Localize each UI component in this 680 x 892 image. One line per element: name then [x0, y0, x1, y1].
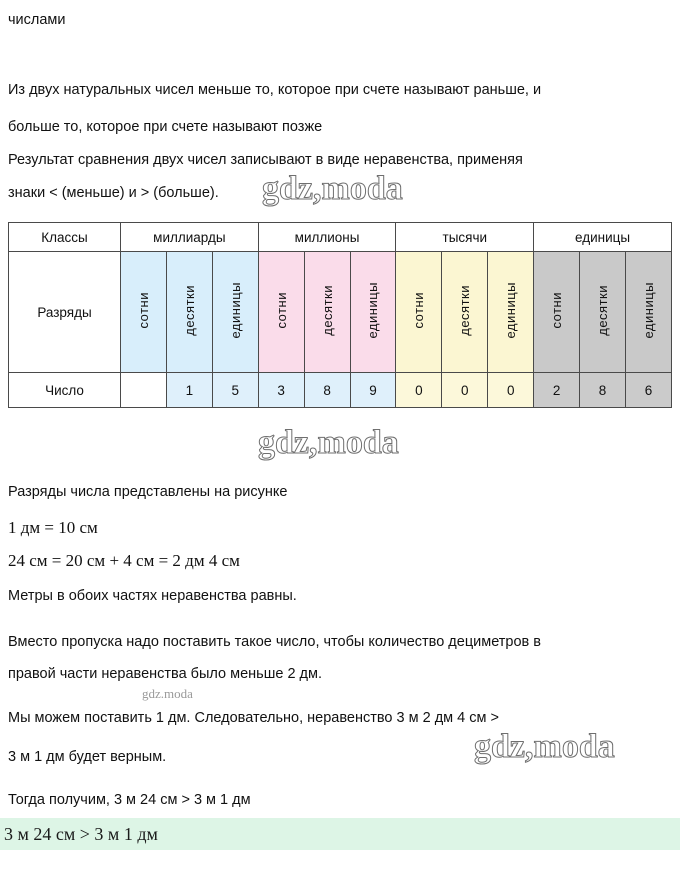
rank-cell-11	[625, 252, 671, 373]
rank-cell-2	[212, 252, 258, 373]
rank-cell-10	[580, 252, 626, 373]
after-table-line-9	[0, 790, 680, 811]
answer-highlight-text: 3 м 24 см > 3 м 1 дм	[4, 823, 158, 844]
table-row-number	[9, 373, 672, 408]
class-header-millions: миллионы	[258, 223, 396, 252]
class-header-thousands: тысячи	[396, 223, 534, 252]
paragraph-3-text: Результат сравнения двух чисел записывают в виде неравенства, применяя	[8, 152, 523, 168]
after-table-line-3	[0, 549, 680, 574]
class-header-units: единицы	[534, 223, 672, 252]
digit-cell-2: 5	[212, 373, 258, 408]
digit-cell-6: 0	[396, 373, 442, 408]
paragraph-4	[0, 183, 680, 204]
after-table-line-6	[0, 664, 680, 685]
paragraph-1-text: Из двух натуральных чисел меньше то, которое при счете называют раньше, и	[8, 82, 542, 98]
rank-cell-7	[442, 252, 488, 373]
answer-highlight	[0, 818, 680, 850]
place-value-table-wrapper	[8, 222, 672, 408]
watermark-large-3: gdz,moda	[474, 728, 615, 765]
after-table-line-6-text: правой части неравенства было меньше 2 дм.	[8, 666, 323, 682]
after-table-line-3-text: 24 см = 20 см + 4 см = 2 дм 4 см	[8, 551, 240, 570]
digit-cell-11: 6	[625, 373, 671, 408]
after-table-line-7	[0, 708, 680, 729]
rank-cell-0	[121, 252, 167, 373]
rank-label-1: десятки	[181, 285, 197, 336]
rank-label-8: единицы	[503, 282, 519, 339]
row-label-number: Число	[9, 373, 121, 408]
rank-cell-5	[350, 252, 396, 373]
digit-cell-1: 1	[166, 373, 212, 408]
row-label-ranks: Разряды	[9, 252, 121, 373]
table-row-ranks	[9, 252, 672, 373]
table-row-classes	[9, 223, 672, 252]
after-table-line-7-text: Мы можем поставить 1 дм. Следовательно, неравенство 3 м 2 дм 4 см >	[8, 710, 499, 726]
rank-cell-8	[488, 252, 534, 373]
digit-cell-0	[121, 373, 167, 408]
after-table-line-5	[0, 632, 680, 653]
rank-cell-4	[304, 252, 350, 373]
after-table-line-8	[0, 747, 680, 768]
after-table-line-1-text: Разряды числа представлены на рисунке	[8, 484, 288, 500]
rank-label-3: сотни	[273, 292, 289, 329]
rank-label-6: сотни	[411, 292, 427, 329]
place-value-table	[8, 222, 672, 408]
rank-label-7: десятки	[457, 285, 473, 336]
watermark-large-1: gdz,moda	[262, 170, 403, 207]
after-table-line-9-text: Тогда получим, 3 м 24 см > 3 м 1 дм	[8, 792, 251, 808]
watermark-large-2: gdz,moda	[258, 424, 399, 461]
after-table-line-1	[0, 482, 680, 503]
digit-cell-8: 0	[488, 373, 534, 408]
digit-cell-7: 0	[442, 373, 488, 408]
rank-label-0: сотни	[135, 292, 151, 329]
rank-cell-9	[534, 252, 580, 373]
rank-cell-1	[166, 252, 212, 373]
digit-cell-4: 8	[304, 373, 350, 408]
paragraph-3	[0, 150, 680, 171]
paragraph-2	[0, 117, 680, 138]
after-table-line-8-text: 3 м 1 дм будет верным.	[8, 749, 167, 765]
digit-cell-9: 2	[534, 373, 580, 408]
after-table-line-2-text: 1 дм = 10 см	[8, 518, 98, 537]
after-table-line-4-text: Метры в обоих частях неравенства равны.	[8, 588, 297, 604]
rank-cell-3	[258, 252, 304, 373]
digit-cell-10: 8	[580, 373, 626, 408]
rank-label-5: единицы	[365, 282, 381, 339]
rank-label-4: десятки	[319, 285, 335, 336]
row-label-classes: Классы	[9, 223, 121, 252]
after-table-line-5-text: Вместо пропуска надо поставить такое число, чтобы количество дециметров в	[8, 634, 541, 650]
rank-cell-6	[396, 252, 442, 373]
top-text-fragment: числами	[8, 12, 66, 28]
paragraph-4-text: знаки < (меньше) и > (больше).	[8, 185, 219, 201]
after-table-line-2	[0, 516, 680, 541]
paragraph-2-text: больше то, которое при счете называют позже	[8, 119, 323, 135]
class-header-billions: миллиарды	[121, 223, 259, 252]
rank-label-2: единицы	[227, 282, 243, 339]
paragraph-1	[0, 80, 680, 101]
digit-cell-5: 9	[350, 373, 396, 408]
rank-label-11: единицы	[640, 282, 656, 339]
rank-label-9: сотни	[549, 292, 565, 329]
digit-cell-3: 3	[258, 373, 304, 408]
after-table-line-4	[0, 586, 680, 607]
rank-label-10: десятки	[595, 285, 611, 336]
watermark-small-1: gdz.moda	[142, 686, 193, 701]
